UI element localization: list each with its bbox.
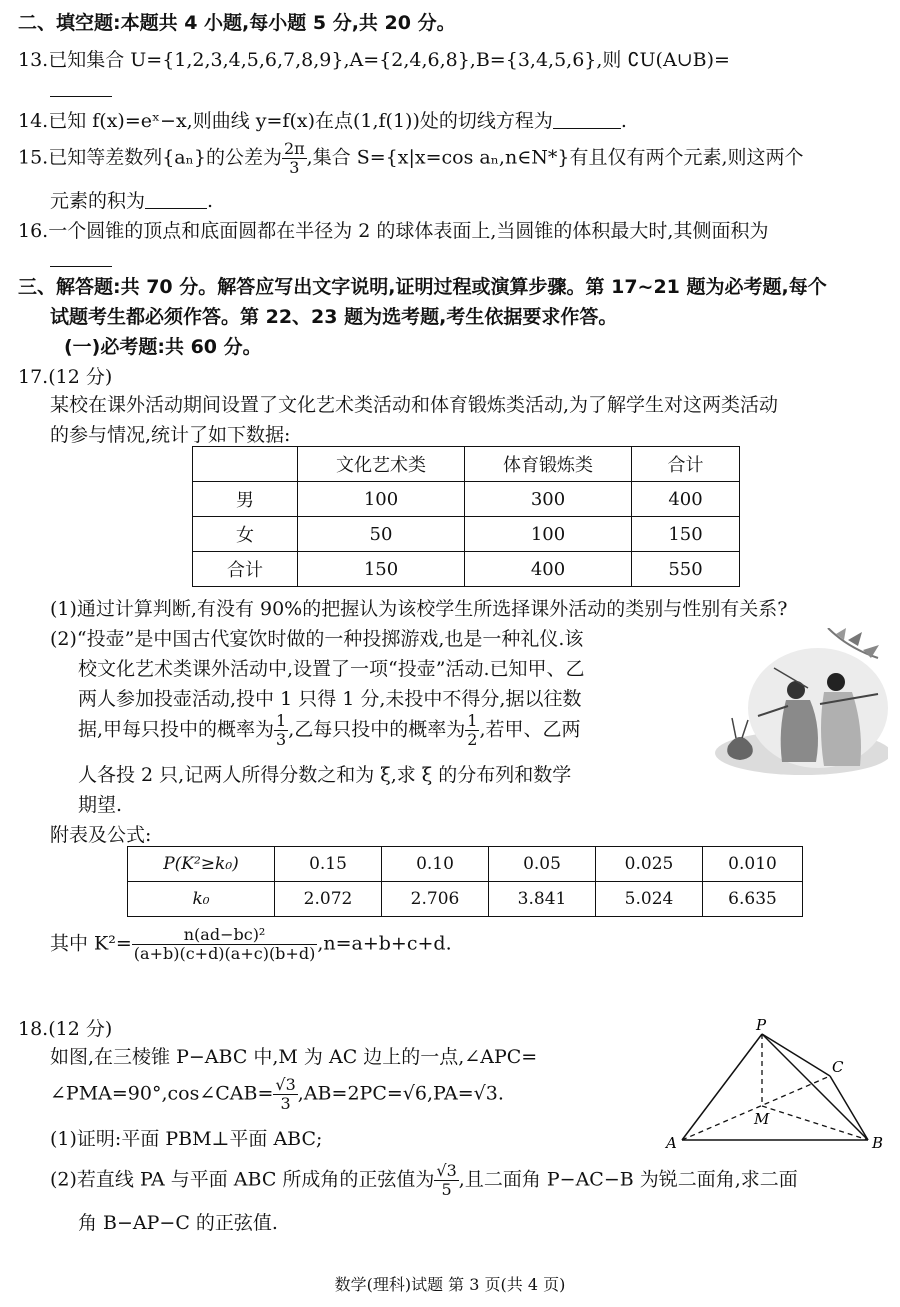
touhu-illustration [708,628,888,786]
table1-cell: 100 [298,482,465,517]
q18-l2-a: ∠PMA=90°,cos∠CAB= [50,1082,274,1105]
formula-pre: 其中 K²= [50,932,132,955]
frac-den: 2 [467,730,478,749]
frac-den: 3 [276,730,287,749]
appendix-label: 附表及公式: [50,824,152,846]
pyramid-diagram [660,1018,890,1158]
frac-num: 1 [467,711,478,730]
q17-part2-line3: 两人参加投壶活动,投中 1 只得 1 分,未投中不得分,据以往数 [78,688,582,710]
q14-stem: 14.已知 f(x)=eˣ−x,则曲线 y=f(x)在点(1,f(1))处的切线方程为 [18,110,553,132]
table2-cell: 0.15 [275,847,382,882]
q18-fraction-2 [434,1162,458,1199]
table2-cell: 6.635 [703,882,803,917]
frac-num: 1 [276,711,287,730]
table2-cell: 0.05 [489,847,596,882]
q15-line2: 元素的积为 . [50,190,214,212]
q17-heading: 17.(12 分) [18,366,113,388]
q14-text: 14.已知 f(x)=eˣ−x,则曲线 y=f(x)在点(1,f(1))处的切线方程为 . [18,110,627,132]
q18-part1: (1)证明:平面 PBM⊥平面 ABC; [50,1128,323,1150]
label-p: P [756,1018,767,1034]
table1-cell: 男 [193,482,298,517]
edge-pa [682,1034,762,1140]
table1-cell: 400 [465,552,632,587]
q17-part2-line2: 校文化艺术类课外活动中,设置了一项“投壶”活动.已知甲、乙 [78,658,585,680]
table2-cell: k₀ [128,882,275,917]
q17-part2-line1: (2)“投壶”是中国古代宴饮时做的一种投掷游戏,也是一种礼仪.该 [50,628,584,650]
table1-header-cell [193,447,298,482]
q17-part2-line4 [78,712,581,749]
q15-line2-text: 元素的积为 [50,190,146,212]
table1-header-cell: 合计 [632,447,740,482]
q18-p2-a: (2)若直线 PA 与平面 ABC 所成角的正弦值为 [50,1168,435,1191]
table2-cell: 2.072 [275,882,382,917]
q17-part2-line6: 期望. [78,794,123,816]
section3-line1: 三、解答题:共 70 分。解答应写出文字说明,证明过程或演算步骤。第 17~21 题为必考题,每个 [18,276,827,298]
table2-cell: 0.010 [703,847,803,882]
q18-part2-line2: 角 B−AP−C 的正弦值. [78,1212,278,1234]
table1-cell: 50 [298,517,465,552]
q18-l2-b: ,AB=2PC=√6,PA=√3. [297,1082,504,1105]
critical-value-table [127,846,803,917]
q15-post: ,集合 S={x|x=cos aₙ,n∈N*}有且仅有两个元素,则这两个 [306,146,804,169]
q15-text [18,140,804,177]
q17-part1: (1)通过计算判断,有没有 90%的把握认为该校学生所选择课外活动的类别与性别有关系? [50,598,788,620]
label-a: A [666,1134,677,1152]
table1-header-cell: 体育锻炼类 [465,447,632,482]
section3-sub: (一)必考题:共 60 分。 [64,336,262,358]
q17-fraction-2 [465,712,479,749]
q17-l4-c: ,若甲、乙两 [479,718,581,741]
table1-cell: 550 [632,552,740,587]
table1-cell: 400 [632,482,740,517]
table1-cell: 150 [298,552,465,587]
table1-cell: 100 [465,517,632,552]
formula-den: (a+b)(c+d)(a+c)(b+d) [133,944,316,963]
table2-cell: 2.706 [382,882,489,917]
frac-num: √3 [436,1161,457,1180]
q15-pre: 15.已知等差数列{aₙ}的公差为 [18,146,282,169]
q18-line1: 如图,在三棱锥 P−ABC 中,M 为 AC 边上的一点,∠APC= [50,1046,538,1068]
table1-cell: 150 [632,517,740,552]
table1-header-cell: 文化艺术类 [298,447,465,482]
q17-intro-line2: 的参与情况,统计了如下数据: [50,424,291,446]
q17-l4-b: ,乙每只投中的概率为 [288,718,466,741]
q15-fraction [282,140,307,177]
table1-cell: 合计 [193,552,298,587]
table2-cell: 5.024 [596,882,703,917]
table1-cell: 女 [193,517,298,552]
q15-frac-num: 2π [283,139,305,158]
formula-num: n(ad−bc)² [132,926,318,945]
edge-ac-hidden [682,1076,830,1140]
table2-cell: 0.10 [382,847,489,882]
edge-pb [762,1034,868,1140]
q15-blank [145,190,207,209]
q17-part2-line5: 人各投 2 只,记两人所得分数之和为 ξ,求 ξ 的分布列和数学 [78,764,572,786]
q18-heading: 18.(12 分) [18,1018,113,1040]
label-m: M [754,1110,770,1128]
formula-fraction [132,926,318,963]
q18-line2 [50,1076,504,1113]
table2-cell: P(K²≥k₀) [128,847,275,882]
frac-num: √3 [275,1075,296,1094]
q18-fraction-1 [273,1076,297,1113]
q13-text: 13.已知集合 U={1,2,3,4,5,6,7,8,9},A={2,4,6,8},B={3,4,5,6},则 ∁U(A∪B)= [18,49,730,71]
q14-blank [553,110,621,129]
q15-frac-den: 3 [289,158,300,177]
section3-line2: 试题考生都必须作答。第 22、23 题为选考题,考生依据要求作答。 [50,306,618,328]
q16-text: 16.一个圆锥的顶点和底面圆都在半径为 2 的球体表面上,当圆锥的体积最大时,其侧面积为 [18,220,769,242]
q17-l4-a: 据,甲每只投中的概率为 [78,718,275,741]
chi-square-formula [50,926,452,963]
page-footer: 数学(理科)试题 第 3 页(共 4 页) [334,1275,566,1294]
q13-blank [50,78,112,97]
q17-fraction-1 [274,712,288,749]
q17-intro-line1: 某校在课外活动期间设置了文化艺术类活动和体育锻炼类活动,为了解学生对这两类活动 [50,394,779,416]
formula-post: ,n=a+b+c+d. [317,932,452,955]
label-b: B [872,1134,884,1152]
q18-part2-line1 [50,1162,798,1199]
q18-p2-b: ,且二面角 P−AC−B 为锐二面角,求二面 [458,1168,798,1191]
edge-mb-hidden [762,1106,868,1140]
frac-den: 5 [441,1180,452,1199]
q16-blank [50,248,112,267]
table2-cell: 3.841 [489,882,596,917]
section2-title: 二、填空题:本题共 4 小题,每小题 5 分,共 20 分。 [18,12,456,34]
table2-cell: 0.025 [596,847,703,882]
edge-pc [762,1034,830,1076]
table1-cell: 300 [465,482,632,517]
label-c: C [832,1058,844,1076]
gender-activity-table [192,446,740,587]
frac-den: 3 [280,1094,291,1113]
